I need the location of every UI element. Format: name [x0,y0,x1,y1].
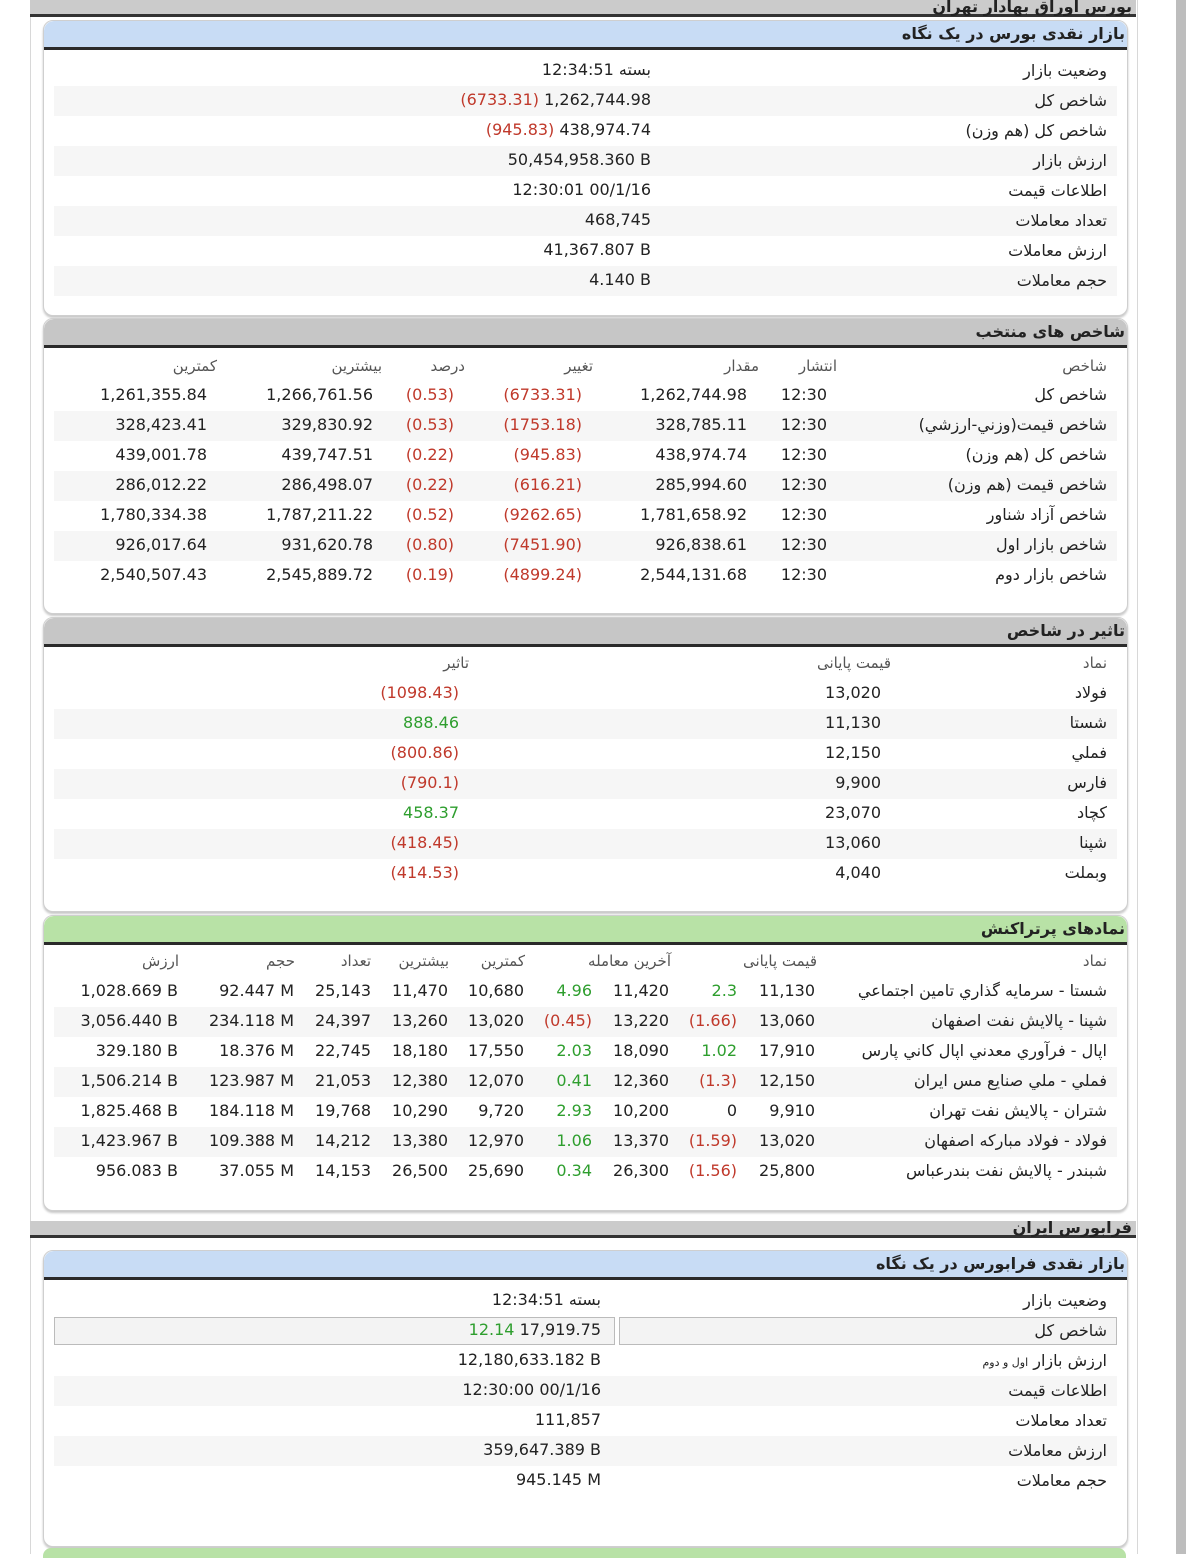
most-traded-title: نمادهای پرتراکنش [980,919,1125,938]
table-row [54,769,1117,799]
kv-value: (945.83) 438,974.74 [485,120,651,139]
kv-row-equal-weight-index [54,116,1117,146]
table-row [54,859,1117,889]
kv-row-trade-value [54,236,1117,266]
symbol[interactable]: شتران - پالايش نفت تهران [929,1101,1107,1120]
close-price: 11,130 [759,981,815,1000]
index-low: 926,017.64 [115,535,207,554]
last-price: 26,300 [613,1161,669,1180]
trade-volume: 92.447 M [219,981,294,1000]
col-header: تاثیر [443,654,469,672]
last-price: 13,370 [613,1131,669,1150]
table-row [54,471,1117,501]
last-change: 1.06 [556,1131,592,1150]
symbol[interactable]: فارس [1067,773,1107,792]
col-header: بیشترین [331,357,382,375]
high-price: 26,500 [392,1161,448,1180]
index-change: (6733.31) [503,385,582,404]
table-header-row [54,948,1117,978]
close-price: 25,800 [759,1161,815,1180]
selected-indices-title: شاخص های منتخب [975,322,1125,341]
kv-label: اطلاعات قیمت [1008,1381,1107,1400]
index-name[interactable]: شاخص کل (هم وزن) [965,445,1107,464]
index-high: 329,830.92 [281,415,373,434]
symbol[interactable]: فملي [1071,743,1107,762]
table-row [54,977,1117,1007]
table-row [54,501,1117,531]
index-low: 439,001.78 [115,445,207,464]
table-row [54,1037,1117,1067]
selected-indices-panel [43,318,1128,614]
trade-value: 1,506.214 B [80,1071,178,1090]
publish-time: 12:30 [780,535,827,554]
kv-label: ارزش بازار [1033,151,1107,170]
kv-row-trade-count [54,206,1117,236]
index-high: 1,266,761.56 [266,385,373,404]
close-change: (1.56) [688,1161,737,1180]
table-row [54,411,1117,441]
index-percent: (0.22) [405,475,454,494]
col-header: ارزش [142,952,179,970]
table-row [54,1157,1117,1187]
kv-row-price-info [54,1376,1117,1406]
trade-count: 22,745 [315,1041,371,1060]
impact-value: (800.86) [390,743,459,762]
kv-row-market-value [54,1346,1117,1376]
publish-time: 12:30 [780,475,827,494]
index-name[interactable]: شاخص بازار اول [996,535,1107,554]
trade-volume: 123.987 M [208,1071,294,1090]
last-change: 2.93 [556,1101,592,1120]
table-row [54,561,1117,591]
close-change: 1.02 [701,1041,737,1060]
ifb-title: فرابورس ایران [1012,1218,1132,1237]
trade-count: 24,397 [315,1011,371,1030]
index-percent: (0.22) [405,445,454,464]
index-percent: (0.80) [405,535,454,554]
index-low: 286,012.22 [115,475,207,494]
index-name[interactable]: شاخص قیمت(وزني-ارزشي) [918,415,1107,434]
index-low: 1,261,355.84 [100,385,207,404]
trade-volume: 18.376 M [219,1041,294,1060]
last-price: 12,360 [613,1071,669,1090]
trade-value: 329.180 B [95,1041,178,1060]
kv-row-market-status [54,56,1117,86]
index-name[interactable]: شاخص قیمت (هم وزن) [947,475,1107,494]
trade-volume: 184.118 M [208,1101,294,1120]
symbol[interactable]: اپال - فرآوري معدني اپال کاني پارس [861,1041,1107,1060]
index-percent: (0.53) [405,415,454,434]
kv-row-price-info [54,176,1117,206]
kv-value: 12:34:51 بسته [541,60,651,79]
most-traded-header [44,916,1127,945]
index-high: 2,545,889.72 [266,565,373,584]
kv-label: حجم معاملات [1016,1471,1107,1490]
kv-row-total-index [54,1316,1117,1346]
table-row [54,679,1117,709]
index-change: (9262.65) [503,505,582,524]
col-header: قیمت پایانی [816,654,891,672]
last-change: 4.96 [556,981,592,1000]
publish-time: 12:30 [780,505,827,524]
trade-value: 1,825.468 B [80,1101,178,1120]
trade-volume: 109.388 M [208,1131,294,1150]
close-price: 13,020 [759,1131,815,1150]
col-header: تعداد [340,952,371,970]
kv-value: 41,367.807 B [543,240,651,259]
index-percent: (0.53) [405,385,454,404]
index-name[interactable]: شاخص کل [1034,385,1107,404]
kv-row-market-value [54,146,1117,176]
index-value: 285,994.60 [655,475,747,494]
index-change: (945.83) [513,445,582,464]
close-price: 13,060 [759,1011,815,1030]
close-price: 9,910 [769,1101,815,1120]
index-value: 926,838.61 [655,535,747,554]
kv-row-trade-value [54,1436,1117,1466]
close-price: 4,040 [835,863,881,882]
col-header: کمترین [172,357,217,375]
col-header: حجم [266,952,295,970]
table-row [54,441,1117,471]
index-impact-panel [43,617,1128,912]
kv-label: شاخص کل [1034,91,1107,110]
kv-value: 12:34:51 بسته [491,1290,601,1309]
table-row [54,739,1117,769]
close-price: 17,910 [759,1041,815,1060]
kv-value: 468,745 [584,210,651,229]
publish-time: 12:30 [780,565,827,584]
symbol[interactable]: شبندر - پالايش نفت بندرعباس [905,1161,1107,1180]
ifb-glance-title: بازار نقدی فرابورس در یک نگاه [875,1254,1125,1273]
tse-glance-title: بازار نقدی بورس در یک نگاه [901,24,1125,43]
kv-value: 12:30:00 00/1/16 [462,1380,601,1399]
close-price: 23,070 [825,803,881,822]
low-price: 13,020 [468,1011,524,1030]
col-header: بیشترین [398,952,449,970]
close-change: 0 [726,1101,737,1120]
col-header: تغییر [564,357,593,375]
tse-section-header [30,0,1136,17]
selected-indices-header [44,319,1127,348]
index-name[interactable]: شاخص بازار دوم [995,565,1107,584]
kv-value: 50,454,958.360 B [507,150,651,169]
kv-row-trade-volume [54,266,1117,296]
low-price: 12,070 [468,1071,524,1090]
kv-label: وضعیت بازار [1023,1291,1107,1310]
kv-value: 359,647.389 B [483,1440,601,1459]
index-low: 328,423.41 [115,415,207,434]
impact-value: (790.1) [400,773,459,792]
close-price: 12,150 [825,743,881,762]
col-header: آخرین معامله [588,952,671,970]
low-price: 25,690 [468,1161,524,1180]
kv-value: 945.145 M [515,1470,601,1489]
col-header: قیمت پایانی [742,952,817,970]
table-row [54,709,1117,739]
index-value: 438,974.74 [655,445,747,464]
close-price: 13,020 [825,683,881,702]
kv-value: 4.140 B [589,270,651,289]
col-header: مقدار [724,357,759,375]
index-name[interactable]: شاخص آزاد شناور [986,505,1107,524]
trade-count: 14,153 [315,1161,371,1180]
kv-row-trade-count [54,1406,1117,1436]
impact-value: 888.46 [403,713,459,732]
most-traded-panel [43,915,1128,1211]
last-price: 10,200 [613,1101,669,1120]
trade-volume: 234.118 M [208,1011,294,1030]
table-row [54,1097,1117,1127]
close-price: 12,150 [759,1071,815,1090]
index-change: (4899.24) [503,565,582,584]
index-impact-header [44,618,1127,647]
low-price: 12,970 [468,1131,524,1150]
index-percent: (0.19) [405,565,454,584]
impact-value: (1098.43) [380,683,459,702]
table-row [54,1007,1117,1037]
close-change: (1.3) [699,1071,737,1090]
kv-label: ارزش معاملات [1008,241,1107,260]
low-price: 9,720 [478,1101,524,1120]
col-header: نماد [1082,952,1107,970]
index-high: 1,787,211.22 [266,505,373,524]
close-change: (1.59) [688,1131,737,1150]
ifb-glance-header [44,1251,1127,1280]
high-price: 10,290 [392,1101,448,1120]
col-header: شاخص [1062,357,1107,375]
kv-row-total-index [54,86,1117,116]
trade-count: 14,212 [315,1131,371,1150]
kv-label: ارزش بازار اول و دوم [982,1351,1107,1370]
index-impact-title: تاثیر در شاخص [1006,621,1125,640]
trade-value: 1,423.967 B [80,1131,178,1150]
high-price: 13,380 [392,1131,448,1150]
tse-glance-panel [43,20,1128,316]
kv-label: تعداد معاملات [1015,1411,1107,1430]
index-high: 286,498.07 [281,475,373,494]
kv-label: شاخص کل [1034,1321,1107,1340]
kv-value: 12:30:01 00/1/16 [512,180,651,199]
impact-value: (414.53) [390,863,459,882]
trade-count: 21,053 [315,1071,371,1090]
publish-time: 12:30 [780,385,827,404]
kv-row-trade-volume [54,1466,1117,1496]
high-price: 11,470 [392,981,448,1000]
index-value: 328,785.11 [655,415,747,434]
table-row [54,1127,1117,1157]
kv-label: شاخص کل (هم وزن) [965,121,1107,140]
table-row [54,799,1117,829]
close-change: (1.66) [688,1011,737,1030]
col-header: انتشار [798,357,837,375]
kv-label: وضعیت بازار [1023,61,1107,80]
kv-value: 111,857 [534,1410,601,1429]
index-low: 1,780,334.38 [100,505,207,524]
publish-time: 12:30 [780,445,827,464]
index-value: 1,262,744.98 [640,385,747,404]
table-row [54,1067,1117,1097]
high-price: 12,380 [392,1071,448,1090]
symbol[interactable]: شپنا [1079,833,1107,852]
index-change: (1753.18) [503,415,582,434]
kv-label: تعداد معاملات [1015,211,1107,230]
col-header: درصد [430,357,465,375]
index-change: (7451.90) [503,535,582,554]
trade-count: 25,143 [315,981,371,1000]
kv-label: ارزش معاملات [1008,1441,1107,1460]
kv-value: 12,180,633.182 B [457,1350,601,1369]
trade-value: 1,028.669 B [80,981,178,1000]
table-header-row [54,353,1117,383]
last-price: 11,420 [613,981,669,1000]
publish-time: 12:30 [780,415,827,434]
impact-value: 458.37 [403,803,459,822]
index-value: 1,781,658.92 [640,505,747,524]
scrollbar[interactable] [1176,0,1186,1554]
symbol[interactable]: شستا [1069,713,1107,732]
symbol[interactable]: کچاد [1077,803,1107,822]
tse-title: بورس اوراق بهادار تهران [932,0,1132,16]
symbol[interactable]: فولاد [1074,683,1107,702]
symbol[interactable]: شپنا - پالايش نفت اصفهان [931,1011,1107,1030]
trade-value: 3,056.440 B [80,1011,178,1030]
symbol[interactable]: وبملت [1064,863,1107,882]
last-change: 2.03 [556,1041,592,1060]
table-row [54,381,1117,411]
last-change: 0.41 [556,1071,592,1090]
close-price: 9,900 [835,773,881,792]
tse-glance-header [44,21,1127,50]
trade-value: 956.083 B [95,1161,178,1180]
kv-row-market-status [54,1286,1117,1316]
table-header-row [54,650,1117,680]
last-price: 13,220 [613,1011,669,1030]
symbol[interactable]: فملي - ملي صنايع مس ايران [913,1071,1107,1090]
low-price: 17,550 [468,1041,524,1060]
symbol[interactable]: شستا - سرمايه گذاري تامين اجتماعي [857,981,1107,1000]
kv-label: حجم معاملات [1016,271,1107,290]
last-price: 18,090 [613,1041,669,1060]
trade-count: 19,768 [315,1101,371,1120]
kv-label: اطلاعات قیمت [1008,181,1107,200]
index-low: 2,540,507.43 [100,565,207,584]
symbol[interactable]: فولاد - فولاد مبارکه اصفهان [924,1131,1107,1150]
high-price: 13,260 [392,1011,448,1030]
index-value: 2,544,131.68 [640,565,747,584]
col-header: نماد [1082,654,1107,672]
ifb-glance-panel [43,1250,1128,1547]
low-price: 10,680 [468,981,524,1000]
kv-value: (6733.31) 1,262,744.98 [460,90,651,109]
table-row [54,829,1117,859]
last-change: 0.34 [556,1161,592,1180]
kv-value: 12.14 17,919.75 [468,1320,601,1339]
ifb-section-header [30,1218,1136,1238]
trade-volume: 37.055 M [219,1161,294,1180]
col-header: کمترین [480,952,525,970]
index-high: 439,747.51 [281,445,373,464]
index-high: 931,620.78 [281,535,373,554]
next-panel-header [43,1548,1126,1558]
last-change: (0.45) [543,1011,592,1030]
index-change: (616.21) [513,475,582,494]
close-price: 11,130 [825,713,881,732]
impact-value: (418.45) [390,833,459,852]
high-price: 18,180 [392,1041,448,1060]
close-price: 13,060 [825,833,881,852]
index-percent: (0.52) [405,505,454,524]
close-change: 2.3 [711,981,737,1000]
table-row [54,531,1117,561]
